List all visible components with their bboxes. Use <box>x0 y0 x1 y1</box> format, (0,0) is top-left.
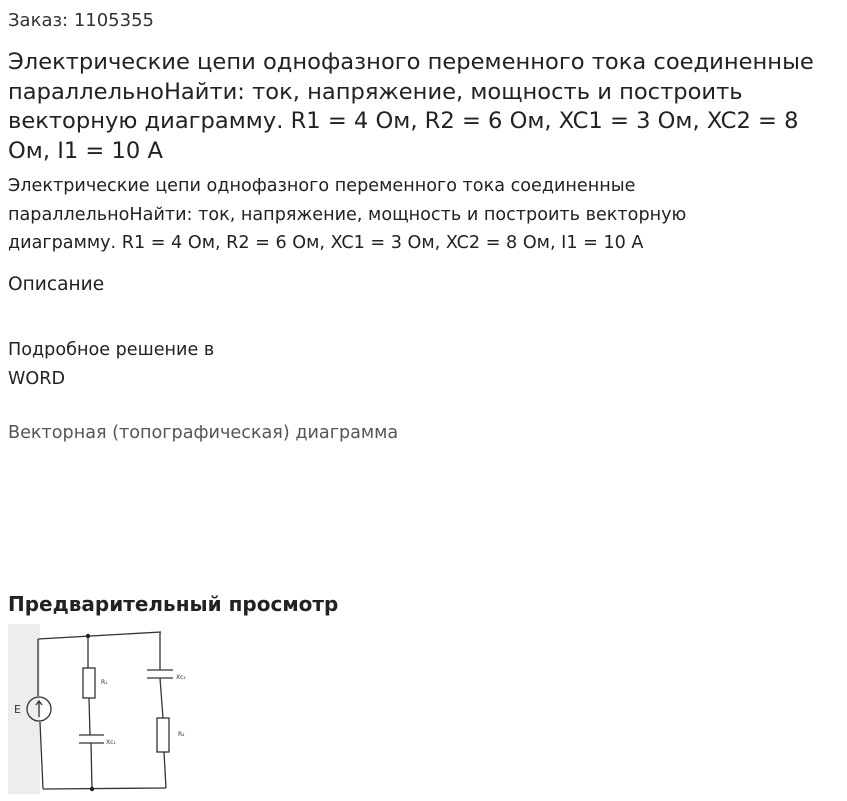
label-r1: R₁ <box>101 679 108 686</box>
description-text: Подробное решение в WORD <box>8 340 215 389</box>
order-number: Заказ: 1105355 <box>8 10 154 31</box>
lead-text: Электрические цепи однофазного переменного тока соединенные параллельноНайти: ток, напряжение, мощность и построить векторную диаграмму. R1 = 4 Ом, R2 = 6 Ом, XC1 = 3 Ом, XC2 = 8 Ом, I1 = 10 А <box>8 176 687 253</box>
scan-area <box>40 624 208 794</box>
junction-top <box>86 634 90 638</box>
preview-heading: Предварительный просмотр <box>8 592 339 616</box>
description-subtitle: Векторная (топографическая) диаграмма <box>8 423 399 443</box>
preview-image <box>8 624 208 794</box>
label-xc1: Xc₁ <box>106 739 116 746</box>
label-source: E <box>14 703 21 716</box>
description-heading: Описание <box>8 274 105 295</box>
page-title: Электрические цепи однофазного переменного тока соединенные параллельноНайти: ток, напряжение, мощность и построить векторную диаграмму. R1 = 4 Ом, R2 = 6 Ом, XC1 = 3 Ом, XC2 = 8 Ом, I1 = 10 А <box>8 49 814 164</box>
scan-margin <box>8 624 40 794</box>
label-xc2: Xc₂ <box>176 674 186 681</box>
label-r2: R₂ <box>178 731 185 738</box>
circuit-diagram <box>8 624 208 794</box>
junction-bottom <box>90 787 94 791</box>
